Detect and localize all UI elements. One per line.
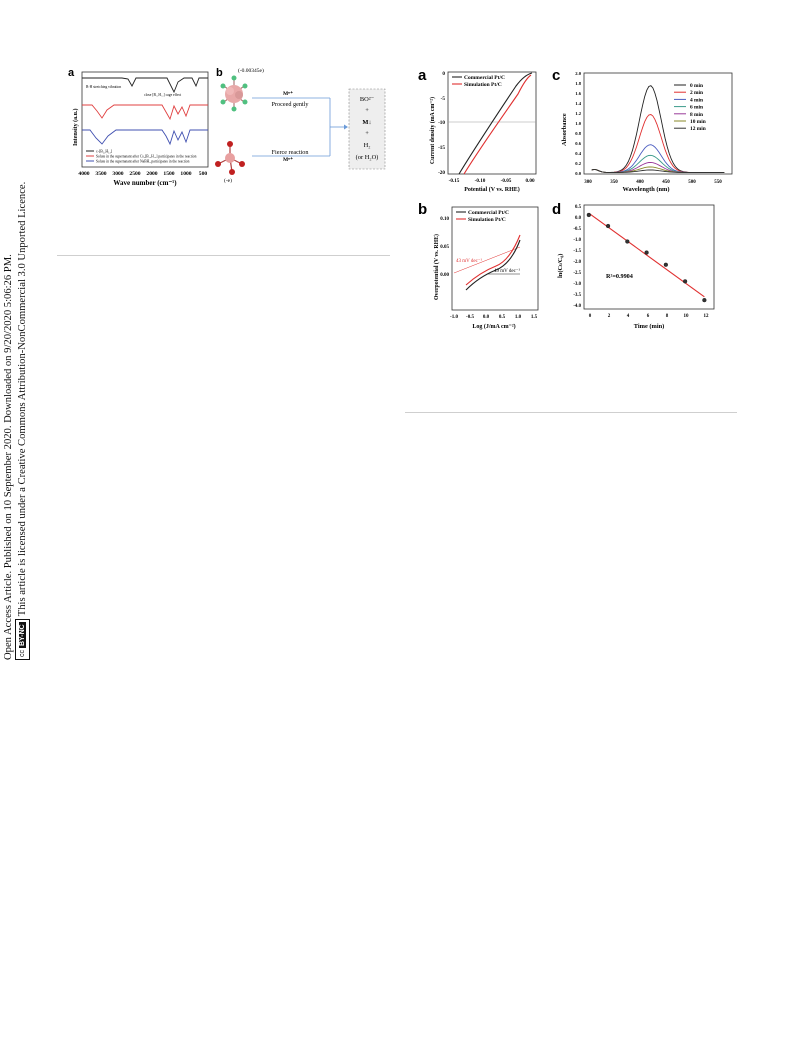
right-c-xticks xyxy=(584,180,722,185)
right-a-xtick: 0.00 xyxy=(525,178,535,184)
right-d-ytick: -0.5 xyxy=(573,227,581,232)
right-c-ylabel: Absorbance xyxy=(561,113,568,146)
right-d-r2: R²=0.9904 xyxy=(606,273,633,280)
right-b-label: b xyxy=(418,201,428,218)
right-c-xtick: 400 xyxy=(636,180,644,185)
data-point xyxy=(683,279,687,283)
right-a-legend-1: Simulation Pt/C xyxy=(464,82,502,88)
left-a-xtick: 2500 xyxy=(129,171,141,177)
left-a-xtick: 2000 xyxy=(146,171,158,177)
publication-line: Open Access Article. Published on 10 September 2020. Downloaded on 9/20/2020 5:06:26 PM. xyxy=(3,254,14,660)
data-point xyxy=(702,298,706,302)
right-b-legend-1: Simulation Pt/C xyxy=(468,217,506,223)
left-b-bottom-text: Fierce reaction xyxy=(271,149,309,156)
left-divider xyxy=(57,255,390,256)
right-c-yticks xyxy=(575,71,581,176)
right-c-ytick: 1.6 xyxy=(575,91,581,96)
right-c-ytick: 0.4 xyxy=(575,151,581,156)
right-c-ytick: 1.4 xyxy=(575,101,581,106)
legend-label: 4 min xyxy=(690,97,704,104)
by-nc-text: BY-NC xyxy=(19,624,26,647)
right-c-ytick: 2.0 xyxy=(575,71,581,76)
right-d-xlabel: Time (min) xyxy=(633,323,665,330)
right-a-legend-0: Commercial Pt/C xyxy=(464,75,505,81)
license-sidebar xyxy=(2,120,42,660)
bh4-molecule-image xyxy=(215,141,245,175)
spectrum-curve xyxy=(592,170,725,173)
right-c-xlabel: Wavelength (nm) xyxy=(622,186,670,193)
right-a-yticks xyxy=(438,71,445,176)
left-a-ann1: B-H stretching vibration xyxy=(86,85,122,89)
cc-license-badge[interactable] xyxy=(15,619,30,660)
right-d-xtick: 0 xyxy=(588,314,592,319)
spectrum-red xyxy=(82,105,208,119)
spectrum-blue xyxy=(82,130,208,144)
right-b-xtick: 0.5 xyxy=(498,315,506,320)
right-b-ylabel: Overpotential (V vs. RHE) xyxy=(434,234,440,300)
legend-label: 12 min xyxy=(690,126,706,133)
right-a-xtick: -0.05 xyxy=(500,178,512,184)
b12h12-cluster-image xyxy=(221,76,248,112)
left-a-xlabel: Wave number (cm⁻¹) xyxy=(113,179,177,187)
right-a-ytick: -5 xyxy=(440,96,445,102)
left-a-xtick: 3000 xyxy=(112,171,124,177)
right-b-xtick: 1.0 xyxy=(514,315,522,320)
right-c-ytick: 1.0 xyxy=(575,121,581,126)
arrow-head xyxy=(344,125,348,130)
right-c-label: c xyxy=(552,67,561,84)
right-a-label: a xyxy=(418,67,427,84)
right-c-xtick: 450 xyxy=(662,180,670,185)
right-a-ytick: -20 xyxy=(438,170,445,176)
right-d-xticks xyxy=(589,314,709,319)
left-a-xtick: 500 xyxy=(198,171,208,177)
spectrum-curve xyxy=(592,167,725,173)
right-d-ytick: -4.0 xyxy=(573,304,581,309)
right-a-ytick: -10 xyxy=(438,120,445,126)
left-a-legend-0: c-[B₁₂H₁₂] xyxy=(96,149,113,154)
right-b-xticks xyxy=(450,315,538,320)
right-d-ytick: -2.5 xyxy=(573,271,581,276)
right-c-xtick: 550 xyxy=(714,180,722,185)
right-a-ytick: 0 xyxy=(442,71,445,77)
left-b-label: b xyxy=(216,67,223,79)
right-d-xtick: 10 xyxy=(683,314,689,319)
right-d-yticks xyxy=(573,205,581,309)
data-point xyxy=(664,263,668,267)
left-figure xyxy=(62,64,392,189)
data-point xyxy=(587,213,591,217)
legend-label: 2 min xyxy=(690,90,704,97)
left-b-top-text: Proceed gently xyxy=(271,101,309,108)
right-b-xtick: 0.0 xyxy=(482,315,490,320)
right-a-xticks xyxy=(449,178,535,184)
product-item: H₂ xyxy=(363,142,371,149)
right-b-xtick: -0.5 xyxy=(466,315,474,320)
right-b-ann-red: 43 mV dec⁻¹ xyxy=(456,259,482,264)
right-d-ytick: -2.0 xyxy=(573,260,581,265)
left-a-legend-2: Solute in the supernatant after NaBH₄ participates in the reaction xyxy=(96,159,190,164)
left-a-ylabel: Intensity (a.u.) xyxy=(73,108,79,146)
right-c-xtick: 300 xyxy=(584,180,592,185)
right-d-ytick: 0.0 xyxy=(575,216,581,221)
product-item: (or H₂O) xyxy=(355,154,379,161)
right-b-ytick: 0.05 xyxy=(440,245,449,250)
legend-label: 6 min xyxy=(690,104,704,111)
right-d-ylabel: ln(Cₜ/C₀) xyxy=(557,253,564,278)
right-b-xtick: -1.0 xyxy=(450,315,458,320)
right-a-ylabel: Current density (mA cm⁻²) xyxy=(430,97,436,164)
right-d-xtick: 6 xyxy=(646,314,650,319)
right-b-ann-black: 49 mV dec⁻¹ xyxy=(494,269,520,274)
right-b-legend-0: Commercial Pt/C xyxy=(468,210,509,216)
legend-label: 8 min xyxy=(690,111,704,118)
right-c-legend xyxy=(674,83,706,132)
right-d-ytick: -3.5 xyxy=(573,293,581,298)
left-b-charge: (-0.00345e) xyxy=(238,68,264,74)
right-c-xtick: 350 xyxy=(610,180,618,185)
right-a-simulation-curve xyxy=(464,75,531,174)
left-a-xtick: 1500 xyxy=(163,171,175,177)
right-a-ytick: -15 xyxy=(438,145,445,151)
right-d-ytick: -3.0 xyxy=(573,282,581,287)
right-a-xlabel: Potential (V vs. RHE) xyxy=(464,187,520,193)
right-a-xtick: -0.10 xyxy=(474,178,486,184)
left-a-xticks xyxy=(78,171,207,177)
right-c-ytick: 0.8 xyxy=(575,131,581,136)
product-item: + xyxy=(365,107,369,114)
product-item: + xyxy=(365,130,369,137)
right-c-ytick: 0.6 xyxy=(575,141,581,146)
right-b-xtick: 1.5 xyxy=(530,315,538,320)
product-item: BO²⁻ xyxy=(359,96,375,103)
right-figure xyxy=(414,64,746,350)
data-point xyxy=(625,240,629,244)
left-a-ann2: close [B₁₂H₁₂] cage effect xyxy=(144,93,182,97)
right-d-xtick: 4 xyxy=(626,314,630,319)
right-c-xtick: 500 xyxy=(688,180,696,185)
left-b-ion-top: Mⁿ⁺ xyxy=(282,91,294,97)
right-b-yticks xyxy=(440,217,449,278)
left-b-ion-bottom: Mⁿ⁺ xyxy=(282,157,294,163)
left-a-label: a xyxy=(68,67,75,79)
right-d-xtick: 8 xyxy=(665,314,669,319)
right-d-ytick: 0.5 xyxy=(575,205,581,210)
right-c-ytick: 0.0 xyxy=(575,171,581,176)
right-b-ytick: 0.10 xyxy=(440,217,449,222)
spectrum-curve xyxy=(592,155,725,172)
data-point xyxy=(606,224,610,228)
right-d-label: d xyxy=(552,201,562,218)
right-b-ytick: 0.00 xyxy=(440,273,449,278)
left-a-xtick: 1000 xyxy=(180,171,192,177)
right-a-xtick: -0.15 xyxy=(448,178,460,184)
license-line: This article is licensed under a Creative Commons Attribution-NonCommercial 3.0 Unported Licence. xyxy=(16,181,28,617)
right-b-xlabel: Log (J/mA cm⁻²) xyxy=(472,324,516,330)
right-d-ytick: -1.5 xyxy=(573,249,581,254)
legend-label: 0 min xyxy=(690,83,704,89)
right-c-ytick: 1.8 xyxy=(575,81,581,86)
left-b-charge-bottom: (-e) xyxy=(224,178,232,184)
right-divider xyxy=(405,412,737,413)
product-item: M↓ xyxy=(362,119,372,126)
data-point xyxy=(645,251,649,255)
right-d-xtick: 12 xyxy=(703,314,709,319)
legend-label: 10 min xyxy=(690,119,706,125)
right-c-ytick: 1.2 xyxy=(575,111,581,116)
cc-text: cc xyxy=(19,650,26,657)
left-a-legend-1: Solute in the supernatant after Cs₂[B₁₂H₁₂] participates in the reaction xyxy=(96,154,197,159)
right-d-ytick: -1.0 xyxy=(573,238,581,243)
right-d-xtick: 2 xyxy=(607,314,611,319)
left-a-xtick: 3500 xyxy=(95,171,107,177)
right-c-ytick: 0.2 xyxy=(575,161,581,166)
right-d-plot xyxy=(587,213,706,302)
left-a-xtick: 4000 xyxy=(78,171,90,177)
